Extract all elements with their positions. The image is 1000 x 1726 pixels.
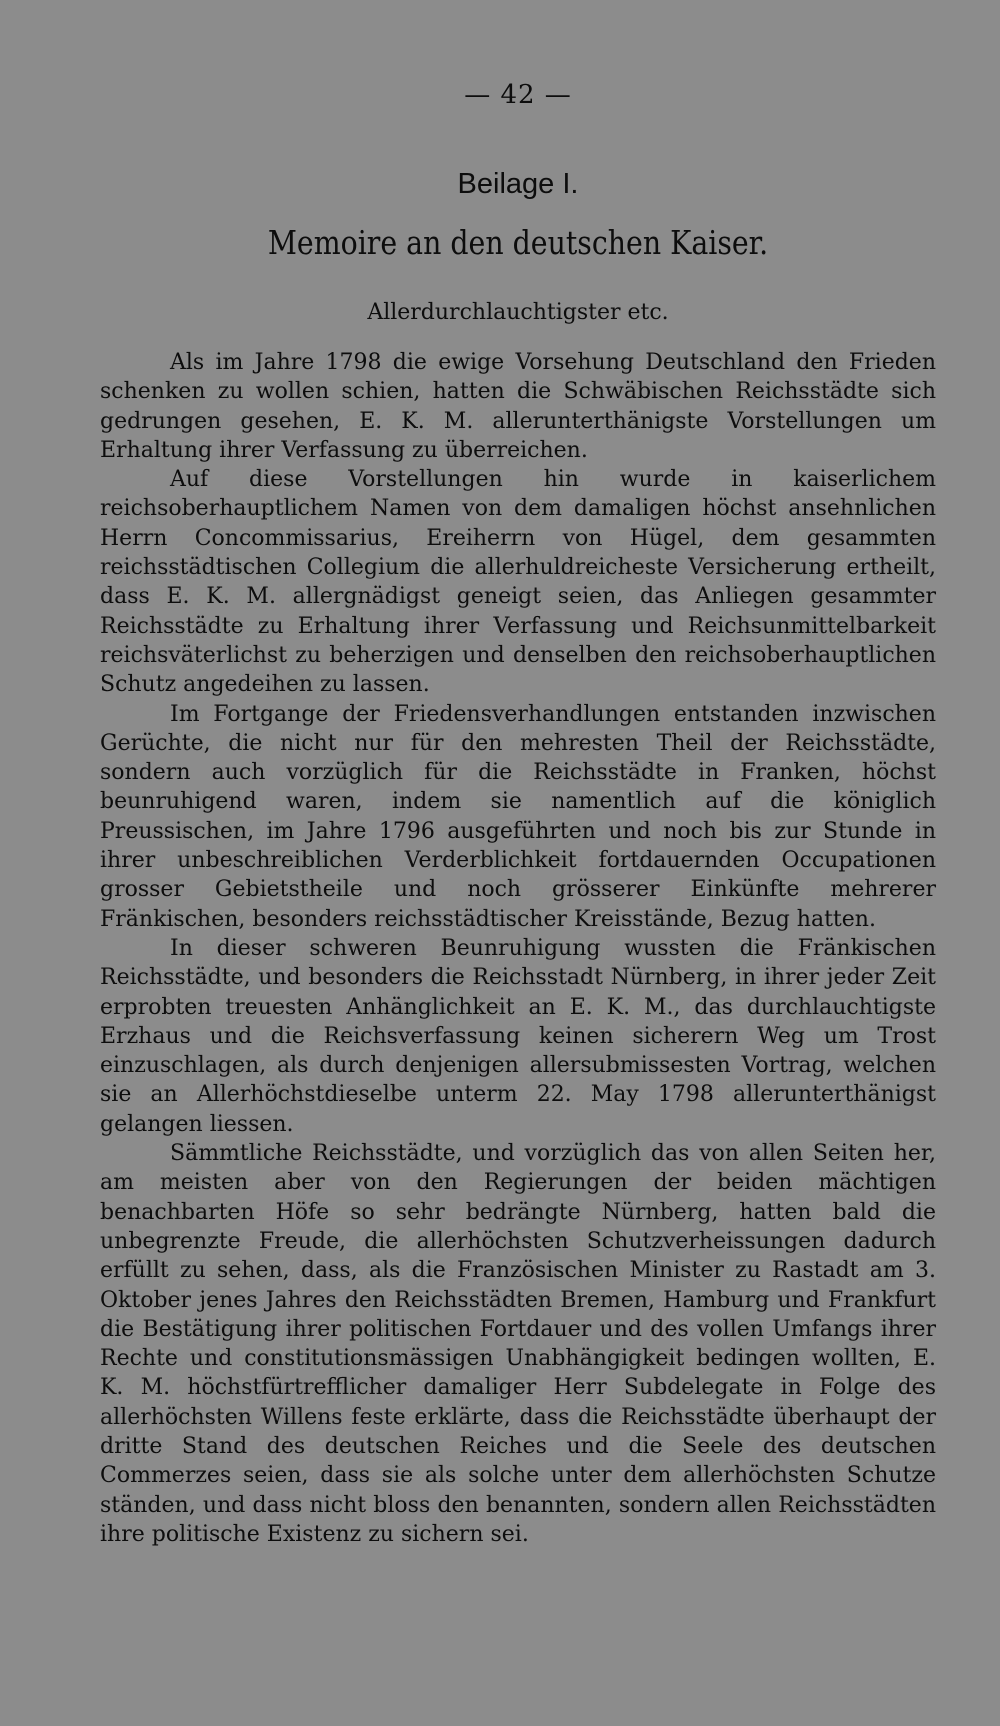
document-title: Memoire an den deutschen Kaiser.	[267, 223, 769, 262]
paragraph: In dieser schweren Beunruhigung wussten die Fränkischen Reichsstädte, und besonders die Reichsstadt Nürnberg, in ihrer jeder Zeit erprobten treuesten Anhänglichkeit an E. K. M., das durchlauchtigste Erzhaus und die Reichsverfassung keinen sicherern Weg um Trost einzuschlagen, als durch denjenigen allersubmissesten Vortrag, welchen sie an Allerhöchstdieselbe unterm 22. May 1798 allerunterthänigst gelangen liessen.	[100, 935, 936, 1137]
salutation: Allerdurchlauchtigster etc.	[367, 300, 669, 325]
supplement-heading: Beilage I.	[457, 168, 579, 200]
paragraph: Sämmtliche Reichsstädte, und vorzüglich das von allen Seiten her, am meisten aber von den Regierungen der beiden mächtigen benachbarten Höfe so sehr bedrängte Nürnberg, hatten bald die unbegrenzte Freude, die allerhöchsten Schutzverheissungen dadurch erfüllt zu sehen, dass, als die Französischen Minister zu Rastadt am 3. Oktober jenes Jahres den Reichsstädten Bremen, Hamburg und Frankfurt die Bestätigung ihrer politischen Fortdauer und des vollen Umfangs ihrer Rechte und constitutionsmässigen Unabhängigkeit bedingen wollten, E. K. M. höchstfürtrefflicher damaliger Herr Subdelegate in Folge des allerhöchsten Willens feste erklärte, dass die Reichsstädte überhaupt der dritte Stand des deutschen Reiches und die Seele des deutschen Commerzes seien, dass sie als solche unter dem allerhöchsten Schutze ständen, und dass nicht bloss den benannten, sondern allen Reichsstädten ihre politische Existenz zu sichern sei.	[100, 1141, 936, 1547]
document-page	[100, 0, 936, 1726]
body-text	[100, 348, 936, 1549]
paragraph: Als im Jahre 1798 die ewige Vorsehung Deutschland den Frieden schenken zu wollen schien, hatten die Schwäbischen Reichsstädte sich gedrungen gesehen, E. K. M. allerunterthänigste Vorstellungen um Erhaltung ihrer Verfassung zu überreichen.	[100, 350, 936, 463]
paragraph: Auf diese Vorstellungen hin wurde in kaiserlichem reichsoberhauptlichem Namen von dem damaligen höchst ansehnlichen Herrn Concommissarius, Ereiherrn von Hügel, dem gesammten reichsstädtischen Collegium die allerhuldreicheste Versicherung ertheilt, dass E. K. M. allergnädigst geneigt seien, das Anliegen gesammter Reichsstädte zu Erhaltung ihrer Verfassung und Reichsunmittelbarkeit reichsväterlichst zu beherzigen und denselben den reichsoberhauptlichen Schutz angedeihen zu lassen.	[100, 467, 936, 698]
page-number: — 42 —	[464, 80, 572, 110]
paragraph: Im Fortgange der Friedensverhandlungen entstanden inzwischen Gerüchte, die nicht nur für den mehresten Theil der Reichsstädte, sondern auch vorzüglich für die Reichsstädte in Franken, höchst beunruhigend waren, indem sie namentlich auf die königlich Preussischen, im Jahre 1796 ausgeführten und noch bis zur Stunde in ihrer unbeschreiblichen Verderblichkeit fortdauernden Occupationen grosser Gebietstheile und noch grösserer Einkünfte mehrerer Fränkischen, besonders reichsstädtischer Kreisstände, Bezug hatten.	[100, 701, 936, 932]
